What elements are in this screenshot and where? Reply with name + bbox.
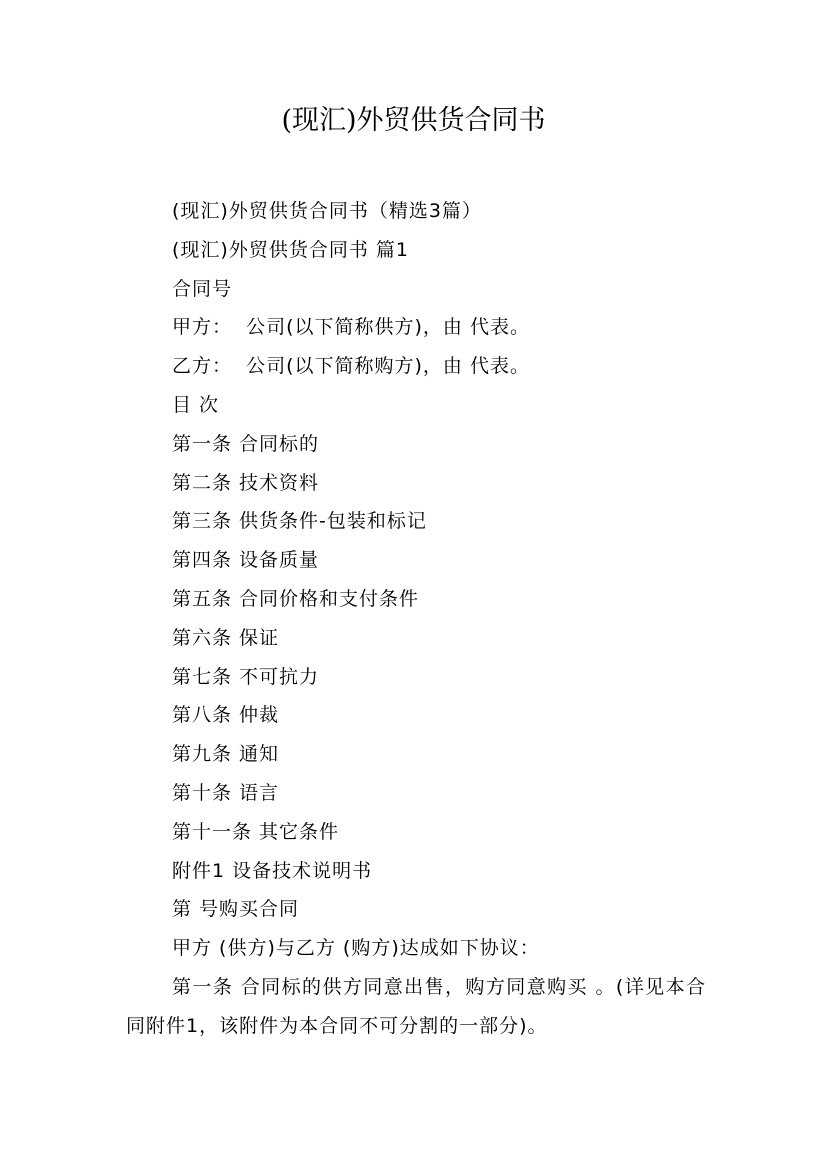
document-body [126,192,706,1046]
toc-item: 第七条 不可抗力 [172,665,320,688]
agreement-line: 甲方 (供方)与乙方 (购方)达成如下协议： [172,937,540,960]
party-a-line: 甲方： 公司(以下简称供方)，由 代表。 [172,316,530,339]
toc-item: 第九条 通知 [172,743,280,766]
toc-item: 第十条 语言 [172,781,280,804]
toc-item: 第四条 设备质量 [172,549,320,572]
appendix-line: 附件1 设备技术说明书 [172,859,373,882]
toc-item: 第五条 合同价格和支付条件 [172,587,420,610]
toc-item: 第一条 合同标的 [172,432,320,455]
toc-item: 第八条 仲裁 [172,704,280,727]
document-title: (现汇)外贸供货合同书 [281,105,546,136]
toc-item: 第二条 技术资料 [172,471,320,494]
toc-item: 第十一条 其它条件 [172,820,340,843]
toc-heading: 目 次 [172,393,220,416]
intro-line: (现汇)外贸供货合同书（精选3篇） [172,200,482,222]
contract-number-label: 合同号 [172,277,233,300]
article-one-paragraph: 第一条 合同标的供方同意出售，购方同意购买 。(详见本合同附件1，该附件为本合同不可分割的一部分)。 [126,975,706,1037]
contract-title-line: 第 号购买合同 [172,898,300,921]
toc-item: 第三条 供货条件-包装和标记 [172,510,427,533]
toc-item: 第六条 保证 [172,626,280,649]
party-b-line: 乙方： 公司(以下简称购方)，由 代表。 [172,355,530,378]
section-heading: (现汇)外贸供货合同书 篇1 [172,238,409,261]
